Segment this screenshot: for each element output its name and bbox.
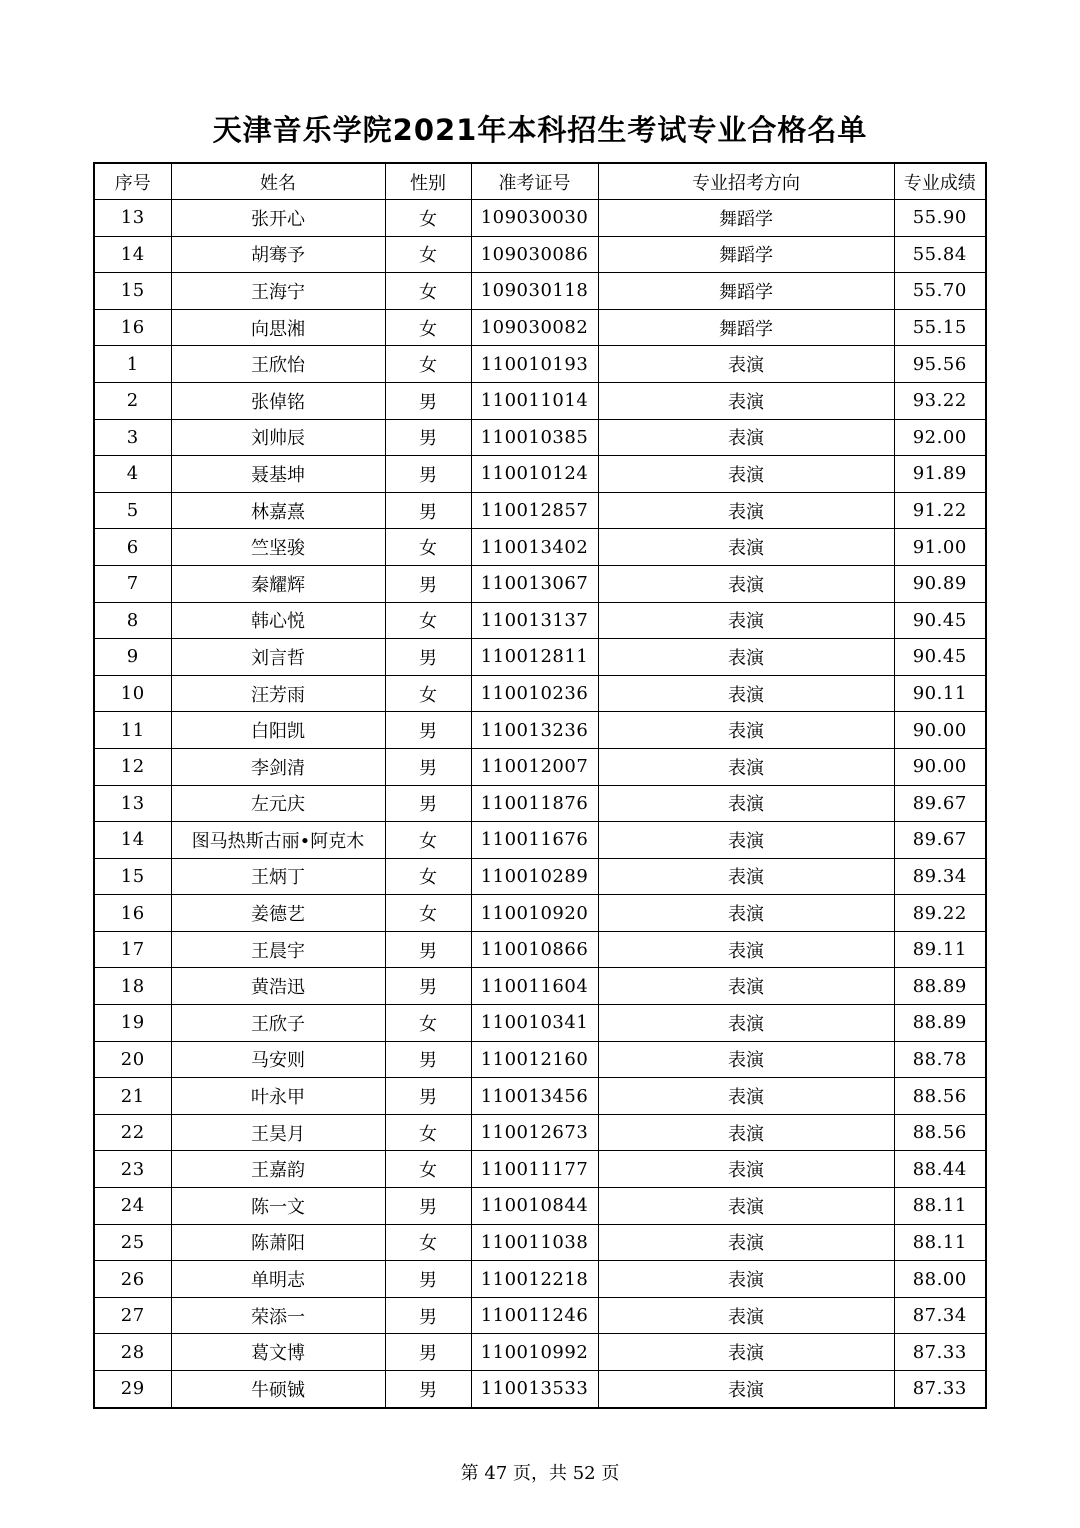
cell-name: 王炳丁 [171, 858, 385, 895]
cell-index: 28 [94, 1334, 171, 1371]
cell-gender: 女 [385, 822, 471, 859]
table-row [94, 236, 986, 273]
cell-name: 韩心悦 [171, 602, 385, 639]
table-row [94, 1334, 986, 1371]
cell-gender: 女 [385, 1114, 471, 1151]
cell-score: 93.22 [894, 382, 986, 419]
cell-exam-id: 109030030 [471, 200, 598, 237]
cell-major: 表演 [598, 382, 894, 419]
cell-name: 王欣子 [171, 1005, 385, 1042]
cell-major: 表演 [598, 1371, 894, 1408]
cell-gender: 男 [385, 931, 471, 968]
cell-major: 舞蹈学 [598, 200, 894, 237]
cell-major: 舞蹈学 [598, 273, 894, 310]
cell-score: 55.84 [894, 236, 986, 273]
results-table [93, 162, 987, 1409]
table-row [94, 712, 986, 749]
cell-gender: 男 [385, 492, 471, 529]
cell-major: 表演 [598, 931, 894, 968]
cell-exam-id: 110010341 [471, 1005, 598, 1042]
cell-index: 13 [94, 200, 171, 237]
cell-score: 87.33 [894, 1334, 986, 1371]
cell-index: 16 [94, 309, 171, 346]
cell-score: 90.11 [894, 675, 986, 712]
cell-exam-id: 110012160 [471, 1041, 598, 1078]
cell-exam-id: 109030082 [471, 309, 598, 346]
cell-score: 87.33 [894, 1371, 986, 1408]
cell-gender: 男 [385, 456, 471, 493]
cell-exam-id: 110011246 [471, 1297, 598, 1334]
cell-major: 表演 [598, 492, 894, 529]
cell-index: 21 [94, 1078, 171, 1115]
cell-major: 表演 [598, 1297, 894, 1334]
cell-exam-id: 109030086 [471, 236, 598, 273]
document-title: 天津音乐学院2021年本科招生考试专业合格名单 [212, 113, 868, 147]
col-header-gender: 性别 [385, 163, 471, 200]
cell-score: 88.78 [894, 1041, 986, 1078]
table-row [94, 419, 986, 456]
cell-score: 89.22 [894, 895, 986, 932]
cell-name: 单明志 [171, 1261, 385, 1298]
cell-score: 88.11 [894, 1188, 986, 1225]
cell-score: 95.56 [894, 346, 986, 383]
cell-major: 表演 [598, 602, 894, 639]
cell-name: 黄浩迅 [171, 968, 385, 1005]
cell-exam-id: 110011876 [471, 785, 598, 822]
table-row [94, 968, 986, 1005]
cell-score: 88.11 [894, 1224, 986, 1261]
cell-score: 88.89 [894, 968, 986, 1005]
cell-name: 陈萧阳 [171, 1224, 385, 1261]
cell-gender: 女 [385, 236, 471, 273]
table-row [94, 931, 986, 968]
cell-gender: 女 [385, 346, 471, 383]
table-row [94, 1224, 986, 1261]
cell-exam-id: 110011676 [471, 822, 598, 859]
cell-index: 15 [94, 858, 171, 895]
cell-major: 表演 [598, 346, 894, 383]
cell-exam-id: 110012007 [471, 748, 598, 785]
cell-index: 12 [94, 748, 171, 785]
cell-index: 7 [94, 565, 171, 602]
cell-name: 陈一文 [171, 1188, 385, 1225]
cell-score: 90.00 [894, 712, 986, 749]
cell-gender: 男 [385, 1041, 471, 1078]
cell-score: 91.00 [894, 529, 986, 566]
cell-exam-id: 110010289 [471, 858, 598, 895]
cell-name: 王昊月 [171, 1114, 385, 1151]
cell-major: 表演 [598, 748, 894, 785]
cell-major: 表演 [598, 858, 894, 895]
cell-index: 6 [94, 529, 171, 566]
cell-gender: 男 [385, 1078, 471, 1115]
cell-score: 90.45 [894, 639, 986, 676]
cell-major: 表演 [598, 1005, 894, 1042]
cell-index: 9 [94, 639, 171, 676]
cell-major: 表演 [598, 822, 894, 859]
table-row [94, 602, 986, 639]
cell-major: 表演 [598, 529, 894, 566]
cell-exam-id: 110010385 [471, 419, 598, 456]
cell-name: 左元庆 [171, 785, 385, 822]
cell-name: 聂基坤 [171, 456, 385, 493]
cell-index: 17 [94, 931, 171, 968]
cell-major: 表演 [598, 968, 894, 1005]
table-row [94, 822, 986, 859]
cell-score: 90.00 [894, 748, 986, 785]
cell-name: 张开心 [171, 200, 385, 237]
cell-gender: 男 [385, 382, 471, 419]
cell-major: 表演 [598, 1041, 894, 1078]
cell-index: 10 [94, 675, 171, 712]
cell-name: 叶永甲 [171, 1078, 385, 1115]
cell-score: 87.34 [894, 1297, 986, 1334]
cell-name: 竺坚骏 [171, 529, 385, 566]
cell-gender: 女 [385, 858, 471, 895]
cell-exam-id: 110013533 [471, 1371, 598, 1408]
table-row [94, 1078, 986, 1115]
cell-name: 王晨宇 [171, 931, 385, 968]
cell-exam-id: 110011177 [471, 1151, 598, 1188]
cell-index: 20 [94, 1041, 171, 1078]
cell-major: 表演 [598, 1188, 894, 1225]
cell-index: 29 [94, 1371, 171, 1408]
cell-score: 89.11 [894, 931, 986, 968]
cell-index: 26 [94, 1261, 171, 1298]
table-row [94, 785, 986, 822]
page-footer: 第 47 页，共 52 页 [460, 1463, 620, 1484]
cell-score: 55.15 [894, 309, 986, 346]
cell-index: 15 [94, 273, 171, 310]
cell-major: 表演 [598, 895, 894, 932]
cell-index: 23 [94, 1151, 171, 1188]
cell-gender: 女 [385, 1005, 471, 1042]
cell-score: 90.45 [894, 602, 986, 639]
cell-index: 18 [94, 968, 171, 1005]
cell-name: 汪芳雨 [171, 675, 385, 712]
cell-score: 89.67 [894, 822, 986, 859]
cell-score: 55.70 [894, 273, 986, 310]
col-header-major: 专业招考方向 [598, 163, 894, 200]
cell-index: 5 [94, 492, 171, 529]
cell-name: 李剑清 [171, 748, 385, 785]
cell-index: 16 [94, 895, 171, 932]
cell-name: 荣添一 [171, 1297, 385, 1334]
cell-gender: 男 [385, 1371, 471, 1408]
cell-gender: 男 [385, 639, 471, 676]
cell-name: 向思湘 [171, 309, 385, 346]
cell-exam-id: 110010866 [471, 931, 598, 968]
table-row [94, 565, 986, 602]
table-row [94, 1114, 986, 1151]
cell-major: 表演 [598, 1114, 894, 1151]
cell-exam-id: 110012218 [471, 1261, 598, 1298]
cell-index: 4 [94, 456, 171, 493]
cell-gender: 男 [385, 1188, 471, 1225]
cell-name: 王海宁 [171, 273, 385, 310]
cell-major: 表演 [598, 675, 894, 712]
table-row [94, 639, 986, 676]
cell-name: 牛硕铖 [171, 1371, 385, 1408]
cell-score: 88.00 [894, 1261, 986, 1298]
cell-exam-id: 110010992 [471, 1334, 598, 1371]
cell-exam-id: 110010124 [471, 456, 598, 493]
cell-index: 8 [94, 602, 171, 639]
cell-gender: 女 [385, 529, 471, 566]
cell-exam-id: 110012857 [471, 492, 598, 529]
table-row [94, 492, 986, 529]
cell-name: 王欣怡 [171, 346, 385, 383]
table-row [94, 309, 986, 346]
cell-index: 14 [94, 236, 171, 273]
cell-gender: 男 [385, 748, 471, 785]
cell-score: 89.67 [894, 785, 986, 822]
cell-gender: 男 [385, 1334, 471, 1371]
cell-score: 88.56 [894, 1078, 986, 1115]
cell-score: 55.90 [894, 200, 986, 237]
table-row [94, 346, 986, 383]
cell-index: 25 [94, 1224, 171, 1261]
cell-gender: 女 [385, 273, 471, 310]
cell-exam-id: 110013067 [471, 565, 598, 602]
cell-exam-id: 110010920 [471, 895, 598, 932]
cell-exam-id: 110013236 [471, 712, 598, 749]
table-row [94, 529, 986, 566]
col-header-name: 姓名 [171, 163, 385, 200]
cell-name: 王嘉韵 [171, 1151, 385, 1188]
cell-major: 表演 [598, 1151, 894, 1188]
cell-name: 图马热斯古丽•阿克木 [171, 822, 385, 859]
cell-exam-id: 110013402 [471, 529, 598, 566]
cell-gender: 女 [385, 895, 471, 932]
cell-gender: 女 [385, 1151, 471, 1188]
cell-name: 白阳凯 [171, 712, 385, 749]
table-row [94, 273, 986, 310]
cell-score: 91.89 [894, 456, 986, 493]
table-row [94, 1188, 986, 1225]
cell-major: 表演 [598, 456, 894, 493]
cell-major: 表演 [598, 1261, 894, 1298]
table-row [94, 1371, 986, 1408]
cell-name: 葛文博 [171, 1334, 385, 1371]
cell-gender: 女 [385, 675, 471, 712]
table-row [94, 200, 986, 237]
cell-exam-id: 110010193 [471, 346, 598, 383]
col-header-exam-id: 准考证号 [471, 163, 598, 200]
cell-score: 89.34 [894, 858, 986, 895]
cell-exam-id: 110013137 [471, 602, 598, 639]
cell-score: 88.56 [894, 1114, 986, 1151]
cell-major: 表演 [598, 1334, 894, 1371]
table-header-row [94, 163, 986, 200]
cell-gender: 男 [385, 968, 471, 1005]
cell-major: 表演 [598, 1224, 894, 1261]
col-header-score: 专业成绩 [894, 163, 986, 200]
table-row [94, 675, 986, 712]
cell-exam-id: 110010236 [471, 675, 598, 712]
cell-exam-id: 110011038 [471, 1224, 598, 1261]
cell-major: 舞蹈学 [598, 309, 894, 346]
cell-major: 表演 [598, 785, 894, 822]
cell-exam-id: 110012811 [471, 639, 598, 676]
cell-score: 91.22 [894, 492, 986, 529]
cell-major: 表演 [598, 565, 894, 602]
table-row [94, 895, 986, 932]
cell-gender: 女 [385, 200, 471, 237]
cell-major: 表演 [598, 712, 894, 749]
table-row [94, 1041, 986, 1078]
cell-score: 88.89 [894, 1005, 986, 1042]
cell-index: 19 [94, 1005, 171, 1042]
cell-index: 27 [94, 1297, 171, 1334]
cell-name: 马安则 [171, 1041, 385, 1078]
cell-gender: 女 [385, 602, 471, 639]
cell-name: 林嘉熹 [171, 492, 385, 529]
cell-index: 24 [94, 1188, 171, 1225]
cell-score: 88.44 [894, 1151, 986, 1188]
cell-index: 14 [94, 822, 171, 859]
cell-name: 张倬铭 [171, 382, 385, 419]
cell-exam-id: 110012673 [471, 1114, 598, 1151]
cell-exam-id: 110011604 [471, 968, 598, 1005]
cell-score: 92.00 [894, 419, 986, 456]
table-row [94, 858, 986, 895]
cell-exam-id: 110011014 [471, 382, 598, 419]
cell-name: 胡骞予 [171, 236, 385, 273]
table-row [94, 748, 986, 785]
table-row [94, 1297, 986, 1334]
cell-major: 表演 [598, 419, 894, 456]
cell-gender: 男 [385, 785, 471, 822]
table-row [94, 382, 986, 419]
col-header-index: 序号 [94, 163, 171, 200]
cell-index: 13 [94, 785, 171, 822]
table-row [94, 1151, 986, 1188]
cell-gender: 男 [385, 712, 471, 749]
cell-gender: 女 [385, 1224, 471, 1261]
cell-index: 3 [94, 419, 171, 456]
cell-score: 90.89 [894, 565, 986, 602]
cell-gender: 男 [385, 1261, 471, 1298]
cell-name: 刘帅辰 [171, 419, 385, 456]
table-body [94, 200, 986, 1408]
cell-major: 表演 [598, 1078, 894, 1115]
cell-index: 1 [94, 346, 171, 383]
table-row [94, 456, 986, 493]
cell-index: 22 [94, 1114, 171, 1151]
cell-major: 舞蹈学 [598, 236, 894, 273]
cell-name: 秦耀辉 [171, 565, 385, 602]
cell-name: 姜德艺 [171, 895, 385, 932]
cell-index: 11 [94, 712, 171, 749]
cell-gender: 男 [385, 565, 471, 602]
table-row [94, 1261, 986, 1298]
cell-name: 刘言哲 [171, 639, 385, 676]
cell-index: 2 [94, 382, 171, 419]
cell-gender: 女 [385, 309, 471, 346]
cell-major: 表演 [598, 639, 894, 676]
cell-exam-id: 109030118 [471, 273, 598, 310]
cell-exam-id: 110013456 [471, 1078, 598, 1115]
cell-gender: 男 [385, 419, 471, 456]
cell-exam-id: 110010844 [471, 1188, 598, 1225]
table-row [94, 1005, 986, 1042]
cell-gender: 男 [385, 1297, 471, 1334]
